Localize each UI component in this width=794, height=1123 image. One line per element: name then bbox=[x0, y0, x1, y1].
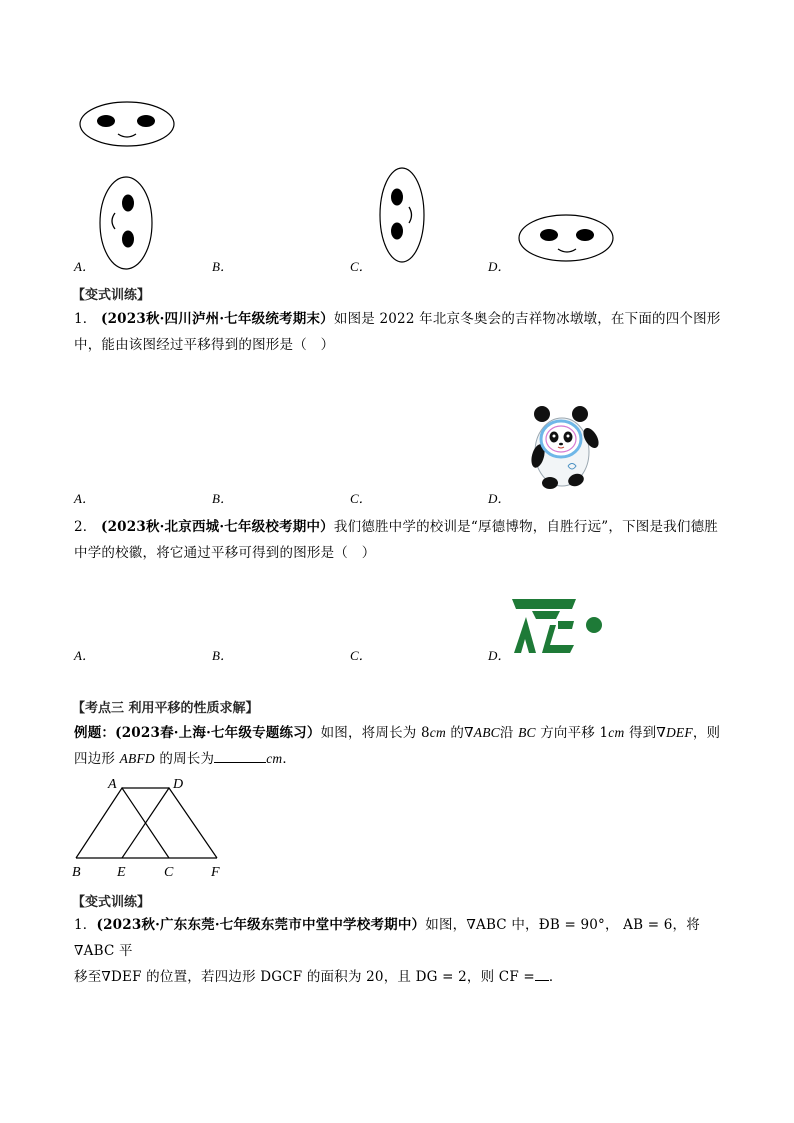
question-text: 我们德胜中学的校训是“厚德博物，自胜行远”，下图是我们德胜中学的校徽，将它通过平移可得到的图形是（ ） bbox=[74, 519, 718, 561]
option-d-label: D． bbox=[488, 259, 511, 274]
question-1 bbox=[74, 306, 726, 358]
question-number: 1． bbox=[74, 311, 97, 327]
question-2 bbox=[74, 514, 726, 566]
question-source: (2023春·上海·七年级专题练习） bbox=[115, 725, 321, 741]
vertex-label: C bbox=[164, 865, 174, 880]
example-question: 例题：(2023春·上海·七年级专题练习）如图，将周长为 8cm 的∇ABC沿 BC 方向平移 1cm 得到∇DEF，则四边形 ABFD 的周长为 cm． bbox=[74, 725, 721, 767]
vertex-label: D bbox=[173, 777, 184, 792]
school-logo-figure[interactable] bbox=[512, 597, 604, 657]
question-source: (2023秋·四川泸州·七年级统考期末） bbox=[101, 311, 334, 327]
option-b-label: B． bbox=[212, 259, 233, 274]
original-face-figure bbox=[78, 100, 178, 148]
question-number: 1． bbox=[74, 917, 97, 933]
option-a-label: A． bbox=[74, 491, 95, 506]
option-c-label: C． bbox=[350, 491, 372, 506]
question-text: 如图是 2022 年北京冬奥会的吉祥物冰墩墩，在下面的四个图形中，能由该图经过平移得到的图形是（ ） bbox=[74, 311, 721, 353]
answer-blank[interactable] bbox=[214, 748, 266, 763]
section-heading-translation-properties: 【考点三 利用平移的性质求解】 bbox=[72, 701, 259, 716]
option-d-label: D． bbox=[488, 648, 511, 663]
option-c-label: C． bbox=[350, 259, 372, 274]
question-text-line2: 移至∇DEF 的位置，若四边形 DGCF 的面积为 20，且 DG = 2，则 CF = bbox=[74, 969, 535, 985]
answer-blank[interactable] bbox=[535, 966, 549, 981]
vertex-label: A bbox=[108, 777, 117, 792]
example-label: 例题： bbox=[74, 725, 116, 741]
question-3: 1．(2023秋·广东东莞·七年级东莞市中堂中学校考期中）如图，∇ABC 中，ÐB = 90°， AB = 6，将∇ABC 平 移至∇DEF 的位置，若四边形 DGCF 的面积为 20，且 DG = 2，则 CF = ． bbox=[74, 917, 700, 985]
question-source: (2023秋·北京西城·七年级校考期中） bbox=[101, 519, 334, 535]
section-heading-variant-training: 【变式训练】 bbox=[72, 288, 151, 303]
option-a-figure[interactable] bbox=[96, 175, 156, 273]
vertex-label: B bbox=[72, 865, 81, 880]
option-c-figure[interactable] bbox=[376, 165, 428, 265]
option-a-label: A． bbox=[74, 648, 95, 663]
question-text-line1: 如图，∇ABC 中，ÐB = 90°， AB = 6，将∇ABC 平 bbox=[74, 917, 700, 959]
mascot-figure[interactable] bbox=[528, 404, 602, 490]
translation-figure bbox=[70, 776, 230, 878]
option-c-label: C． bbox=[350, 648, 372, 663]
option-b-label: B． bbox=[212, 648, 233, 663]
question-source: (2023秋·广东东莞·七年级东莞市中堂中学校考期中） bbox=[96, 917, 426, 933]
option-a-label: A． bbox=[74, 259, 95, 274]
section-heading-variant-training-2: 【变式训练】 bbox=[72, 895, 151, 910]
vertex-label: E bbox=[117, 865, 126, 880]
question-number: 2． bbox=[74, 519, 97, 535]
vertex-label: F bbox=[211, 865, 220, 880]
option-d-label: D． bbox=[488, 491, 511, 506]
option-b-label: B． bbox=[212, 491, 233, 506]
option-d-figure[interactable] bbox=[517, 213, 617, 263]
